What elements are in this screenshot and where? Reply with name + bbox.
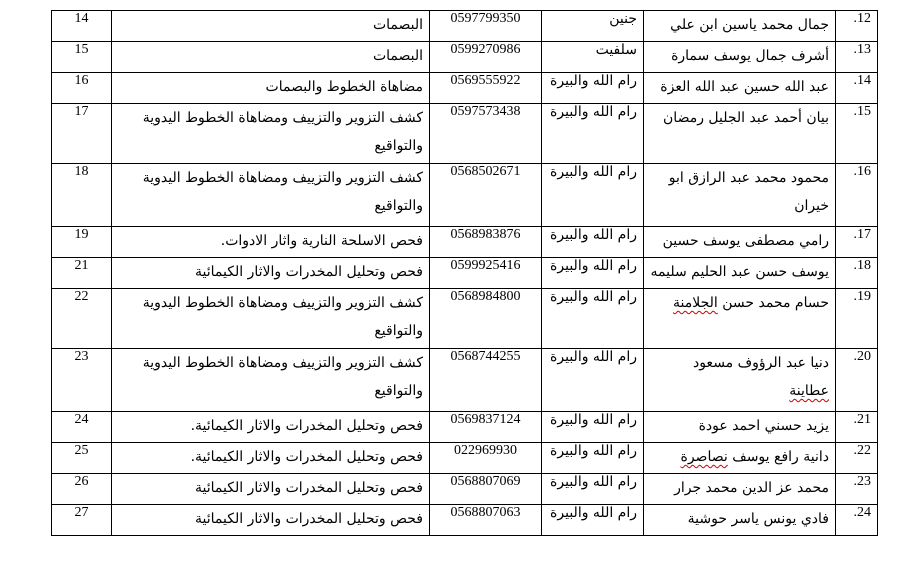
serial-number: .19 [836, 289, 878, 349]
phone-number: 0597573438 [430, 104, 542, 164]
person-name: جمال محمد ياسين ابن علي [644, 11, 836, 42]
table-row [52, 505, 878, 536]
phone-number: 0597799350 [430, 11, 542, 42]
serial-number: .12 [836, 11, 878, 42]
serial-number: .22 [836, 443, 878, 474]
city: رام الله والبيرة [542, 443, 644, 474]
city: رام الله والبيرة [542, 258, 644, 289]
city: رام الله والبيرة [542, 474, 644, 505]
specialization: فحص وتحليل المخدرات والاثار الكيمائية [112, 505, 430, 536]
phone-number: 0599270986 [430, 42, 542, 73]
table-row [52, 474, 878, 505]
serial-number: .24 [836, 505, 878, 536]
specialization: فحص وتحليل المخدرات والاثار الكيمائية. [112, 443, 430, 474]
serial-number: .21 [836, 412, 878, 443]
person-name: يزيد حسني احمد عودة [644, 412, 836, 443]
person-name: رامي مصطفى يوسف حسين [644, 227, 836, 258]
specialization: كشف التزوير والتزييف ومضاهاة الخطوط اليدوية والتواقيع [112, 104, 430, 164]
table-row [52, 258, 878, 289]
row-id: 18 [52, 164, 112, 227]
phone-number: 0568744255 [430, 349, 542, 412]
city: سلفيت [542, 42, 644, 73]
specialization: فحص وتحليل المخدرات والاثار الكيمائية. [112, 412, 430, 443]
specialization: البصمات [112, 42, 430, 73]
table-row [52, 104, 878, 164]
city: جنين [542, 11, 644, 42]
serial-number: .20 [836, 349, 878, 412]
row-id: 27 [52, 505, 112, 536]
specialization: البصمات [112, 11, 430, 42]
table-row [52, 42, 878, 73]
serial-number: .14 [836, 73, 878, 104]
serial-number: .16 [836, 164, 878, 227]
spellcheck-underline: نصاصرة [680, 449, 728, 465]
specialization: فحص الاسلحة النارية واثار الادوات. [112, 227, 430, 258]
specialization: كشف التزوير والتزييف ومضاهاة الخطوط اليدوية والتواقيع [112, 164, 430, 227]
serial-number: .18 [836, 258, 878, 289]
phone-number: 0568984800 [430, 289, 542, 349]
phone-number: 0599925416 [430, 258, 542, 289]
person-name: فادي يونس ياسر حوشية [644, 505, 836, 536]
row-id: 21 [52, 258, 112, 289]
specialization: فحص وتحليل المخدرات والاثار الكيمائية [112, 258, 430, 289]
table-row [52, 412, 878, 443]
person-name: دنيا عبد الرؤوف مسعود عطاينة [644, 349, 836, 412]
serial-number: .15 [836, 104, 878, 164]
person-name: أشرف جمال يوسف سمارة [644, 42, 836, 73]
city: رام الله والبيرة [542, 104, 644, 164]
phone-number: 022969930 [430, 443, 542, 474]
city: رام الله والبيرة [542, 164, 644, 227]
serial-number: .13 [836, 42, 878, 73]
row-id: 24 [52, 412, 112, 443]
table-row [52, 349, 878, 412]
specialization: فحص وتحليل المخدرات والاثار الكيمائية [112, 474, 430, 505]
person-name: عبد الله حسين عبد الله العزة [644, 73, 836, 104]
specialization: مضاهاة الخطوط والبصمات [112, 73, 430, 104]
phone-number: 0568983876 [430, 227, 542, 258]
city: رام الله والبيرة [542, 73, 644, 104]
table-row [52, 164, 878, 227]
city: رام الله والبيرة [542, 227, 644, 258]
city: رام الله والبيرة [542, 349, 644, 412]
table-row [52, 227, 878, 258]
person-name: حسام محمد حسن الجلامنة [644, 289, 836, 349]
person-name: بيان أحمد عبد الجليل رمضان [644, 104, 836, 164]
city: رام الله والبيرة [542, 505, 644, 536]
person-name: محمود محمد عبد الرازق ابو خيران [644, 164, 836, 227]
city: رام الله والبيرة [542, 412, 644, 443]
person-name: دانية رافع يوسف نصاصرة [644, 443, 836, 474]
table-row [52, 73, 878, 104]
phone-number: 0568502671 [430, 164, 542, 227]
spellcheck-underline: عطاينة [789, 383, 829, 399]
row-id: 16 [52, 73, 112, 104]
row-id: 17 [52, 104, 112, 164]
row-id: 15 [52, 42, 112, 73]
table-body [52, 11, 878, 536]
serial-number: .23 [836, 474, 878, 505]
serial-number: .17 [836, 227, 878, 258]
specialization: كشف التزوير والتزييف ومضاهاة الخطوط اليدوية والتواقيع [112, 349, 430, 412]
table-row [52, 11, 878, 42]
table-row [52, 289, 878, 349]
table-row [52, 443, 878, 474]
row-id: 19 [52, 227, 112, 258]
row-id: 22 [52, 289, 112, 349]
row-id: 23 [52, 349, 112, 412]
row-id: 26 [52, 474, 112, 505]
row-id: 25 [52, 443, 112, 474]
city: رام الله والبيرة [542, 289, 644, 349]
spellcheck-underline: الجلامنة [673, 295, 718, 311]
person-name: يوسف حسن عبد الحليم سليمه [644, 258, 836, 289]
person-name: محمد عز الدين محمد جرار [644, 474, 836, 505]
experts-table [51, 10, 878, 536]
phone-number: 0569837124 [430, 412, 542, 443]
phone-number: 0569555922 [430, 73, 542, 104]
phone-number: 0568807063 [430, 505, 542, 536]
phone-number: 0568807069 [430, 474, 542, 505]
specialization: كشف التزوير والتزييف ومضاهاة الخطوط اليدوية والتواقيع [112, 289, 430, 349]
row-id: 14 [52, 11, 112, 42]
